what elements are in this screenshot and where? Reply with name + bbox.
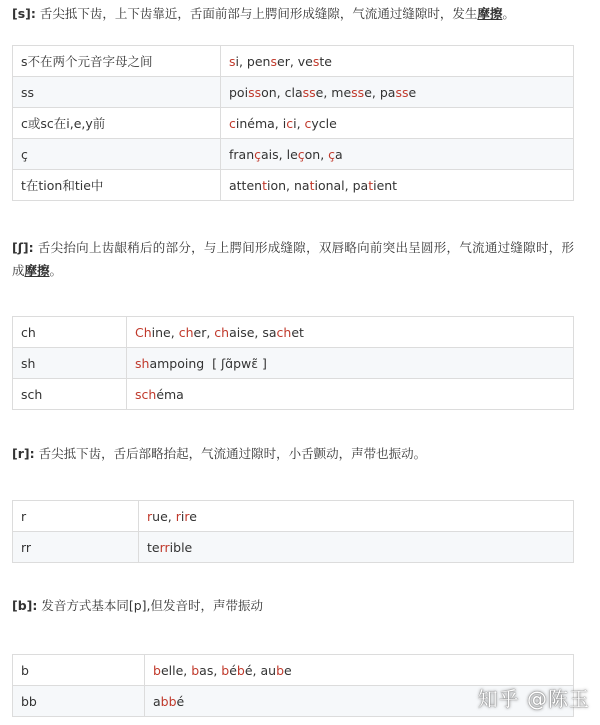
- spelling-cell: r: [13, 501, 139, 532]
- table-row: [13, 139, 574, 170]
- s-description: [12, 2, 574, 25]
- sh-table: [12, 316, 574, 410]
- spelling-cell: bb: [13, 686, 145, 717]
- table-row: [13, 108, 574, 139]
- phoneme-label: [b]:: [12, 598, 38, 613]
- examples-cell: si, penser, veste: [221, 46, 574, 77]
- sh-description: [12, 236, 574, 282]
- table-row: [13, 170, 574, 201]
- table-row: [13, 532, 574, 563]
- examples-cell: abbé: [145, 686, 574, 717]
- description-text: 舌尖抬向上齿龈稍后的部分，与上腭间形成缝隙，双唇略向前突出呈圆形，气流通过缝隙时，形成: [12, 240, 574, 278]
- table-row: [13, 317, 574, 348]
- zhihu-watermark: 知乎 @陈玉: [477, 687, 590, 711]
- spelling-cell: c或sc在i,e,y前: [13, 108, 221, 139]
- spelling-cell: ss: [13, 77, 221, 108]
- examples-cell: cinéma, ici, cycle: [221, 108, 574, 139]
- spelling-cell: sh: [13, 348, 127, 379]
- description-text: 舌尖抵下齿，舌后部略抬起，气流通过隙时，小舌颤动，声带也振动。: [34, 446, 427, 461]
- table-row: [13, 348, 574, 379]
- description-text: 发音方式基本同[p],但发音时，声带振动: [37, 598, 264, 613]
- examples-cell: poisson, classe, messe, passe: [221, 77, 574, 108]
- spelling-cell: rr: [13, 532, 139, 563]
- examples-cell: belle, bas, bébé, aube: [145, 655, 574, 686]
- phoneme-label: [s]:: [12, 6, 36, 21]
- spelling-cell: sch: [13, 379, 127, 410]
- examples-cell: rue, rire: [139, 501, 574, 532]
- examples-cell: attention, national, patient: [221, 170, 574, 201]
- friction-link[interactable]: 摩擦: [24, 263, 50, 278]
- phoneme-label: [ʃ]:: [12, 240, 34, 255]
- r-description: [12, 442, 574, 465]
- table-row: [13, 379, 574, 410]
- table-row: [13, 46, 574, 77]
- r-table: [12, 500, 574, 563]
- examples-cell: schéma: [127, 379, 574, 410]
- spelling-cell: s不在两个元音字母之间: [13, 46, 221, 77]
- spelling-cell: t在tion和tie中: [13, 170, 221, 201]
- description-text: 舌尖抵下齿，上下齿靠近，舌面前部与上腭间形成缝隙，气流通过缝隙时，发生: [35, 6, 478, 21]
- examples-cell: terrible: [139, 532, 574, 563]
- spelling-cell: ç: [13, 139, 221, 170]
- description-end: 。: [502, 6, 515, 21]
- description-end: 。: [49, 263, 63, 278]
- s-table: [12, 45, 574, 201]
- examples-cell: Chine, cher, chaise, sachet: [127, 317, 574, 348]
- examples-cell: français, leçon, ça: [221, 139, 574, 170]
- spelling-cell: b: [13, 655, 145, 686]
- examples-cell: shampoing [ ʃɑ̃pwɛ̃ ]: [127, 348, 574, 379]
- spelling-cell: ch: [13, 317, 127, 348]
- table-row: [13, 501, 574, 532]
- friction-link[interactable]: 摩擦: [477, 6, 503, 21]
- b-description: [12, 594, 574, 617]
- phoneme-label: [r]:: [12, 446, 35, 461]
- table-row: [13, 655, 574, 686]
- table-row: [13, 77, 574, 108]
